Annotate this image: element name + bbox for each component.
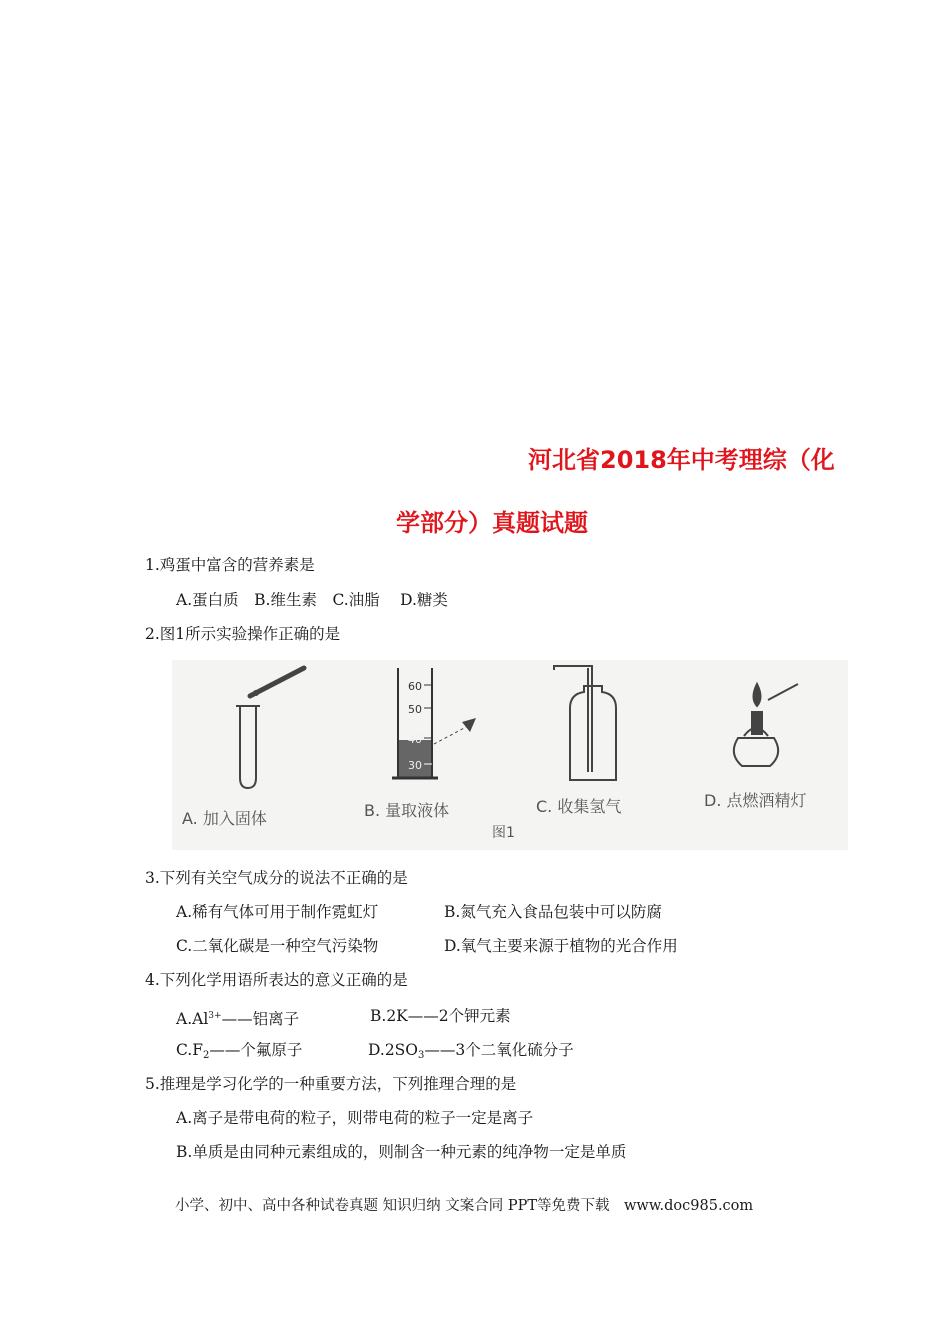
question-4-option-d: $D.2SO_3——3$个二氧化硫分子 (368, 1041, 574, 1061)
subscript: 3 (418, 1050, 425, 1061)
subscript: 2 (203, 1050, 210, 1061)
figure-1-lab-operations (172, 660, 848, 850)
tweezers-icon (250, 668, 304, 696)
cylinder-tick-30: 30 (408, 759, 422, 772)
charge-superscript: 3+ (208, 1011, 222, 1021)
formula: F (192, 1041, 203, 1059)
alcohol-lamp-icon (734, 684, 798, 766)
graduated-cylinder-icon (392, 668, 476, 778)
question-3-option-a: A.稀有气体可用于制作霓虹灯 (176, 903, 379, 921)
figure-caption: 图1 (492, 825, 515, 841)
figure-label-d: D. 点燃酒精灯 (704, 791, 807, 810)
figure-label-a: A. 加入固体 (182, 809, 267, 828)
exam-title-line-1: 河北省2018年中考理综（化 (528, 446, 835, 474)
cylinder-tick-60: 60 (408, 680, 422, 693)
question-1-options: A.蛋白质 B.维生素 C.油脂 D.糖类 (176, 591, 448, 609)
formula: 2SO (384, 1041, 418, 1059)
question-3-option-c: C.二氧化碳是一种空气污染物 (176, 937, 379, 955)
gas-bottle-icon (554, 666, 616, 780)
question-3-stem: 3.下列有关空气成分的说法不正确的是 (145, 869, 408, 887)
meaning: ——3个二氧化硫分子 (424, 1041, 574, 1059)
question-3-option-b: B.氮气充入食品包装中可以防腐 (444, 903, 662, 921)
question-4-option-a: $A.Al^{3+}——$铝离子 (176, 1010, 300, 1028)
question-3-option-d: D.氧气主要来源于植物的光合作用 (444, 937, 678, 955)
question-1-stem: 1.鸡蛋中富含的营养素是 (145, 556, 315, 574)
cylinder-tick-40: 40 (408, 733, 422, 746)
formula: Al (192, 1010, 209, 1028)
question-5-option-b: B.单质是由同种元素组成的，则制含一种元素的纯净物一定是单质 (176, 1143, 627, 1161)
page-footer: 小学、初中、高中各种试卷真题 知识归纳 文案合同 PPT等免费下载 www.doc985.com (175, 1198, 754, 1214)
meaning: ——铝离子 (221, 1010, 300, 1028)
exam-title-line-2: 学部分）真题试题 (396, 509, 588, 537)
question-4-option-c: $C.F_2——$个氟原子 (176, 1041, 303, 1061)
question-5-option-a: A.离子是带电荷的粒子，则带电荷的粒子一定是离子 (176, 1109, 534, 1127)
figure-label-b: B. 量取液体 (364, 801, 450, 820)
meaning: ——个氟原子 (209, 1041, 303, 1059)
question-4-option-b: B.2K——2个钾元素 (370, 1007, 511, 1025)
figure-label-c: C. 收集氢气 (536, 797, 622, 816)
test-tube-icon (236, 706, 260, 788)
question-2-stem: 2.图1所示实验操作正确的是 (145, 625, 341, 643)
question-5-stem: 5.推理是学习化学的一种重要方法，下列推理合理的是 (145, 1075, 517, 1093)
question-4-stem: 4.下列化学用语所表达的意义正确的是 (145, 971, 408, 989)
cylinder-tick-50: 50 (408, 703, 422, 716)
